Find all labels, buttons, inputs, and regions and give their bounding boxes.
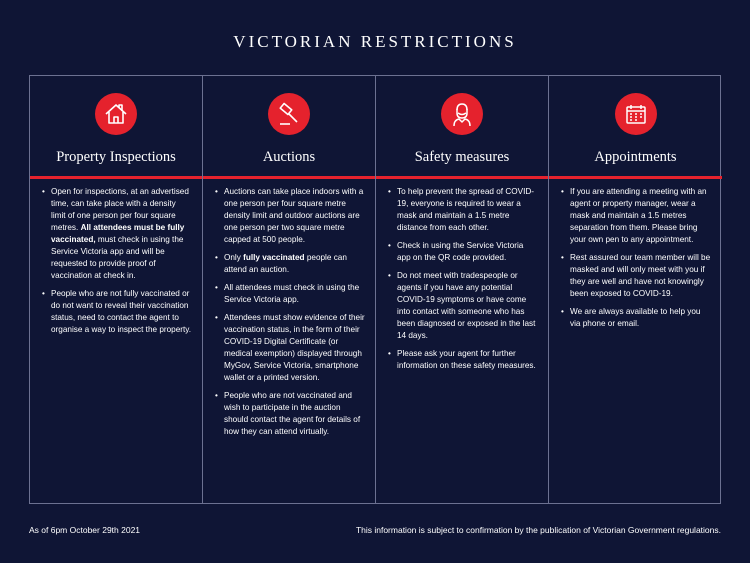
person-mask-icon xyxy=(441,93,483,135)
column-title: Auctions xyxy=(262,149,316,165)
bullet-text: Auctions can take place indoors with a one person per four square metre density limit and outdoor auctions are one person per two square metre capped at 500 people. xyxy=(224,187,364,244)
column-title: Safety measures xyxy=(414,149,510,165)
bullet-text: We are always available to help you via phone or email. xyxy=(570,307,701,328)
column-header xyxy=(30,76,202,176)
bullet-text: If you are attending a meeting with an agent or property manager, wear a mask and maintain a 1.5 metres separation from them. Please bring your own pen to any appointment. xyxy=(570,187,707,244)
bullet-item xyxy=(388,186,538,234)
red-divider xyxy=(549,176,722,179)
bullet-text: Please ask your agent for further information on these safety measures. xyxy=(397,349,536,370)
bullet-item xyxy=(388,240,538,264)
bullet-item xyxy=(561,252,712,300)
red-divider xyxy=(376,176,548,179)
bullet-text-bold: All attendees must be fully vaccinated, xyxy=(51,223,185,244)
bullet-text: People who are not vaccinated and wish to participate in the auction should contact the agent for details of how they can attend virtually. xyxy=(224,391,361,436)
column-property-inspections xyxy=(30,76,203,503)
red-divider xyxy=(30,176,202,179)
bullet-item xyxy=(561,306,712,330)
bullet-list xyxy=(388,186,538,378)
bullet-list xyxy=(42,186,192,342)
bullet-text-bold: fully vaccinated xyxy=(243,253,305,262)
bullet-list xyxy=(561,186,712,336)
column-header xyxy=(549,76,722,176)
column-header xyxy=(376,76,548,176)
footer-date: As of 6pm October 29th 2021 xyxy=(29,525,141,535)
bullet-text: Open for inspections, at an advertised time, can take place with a density limit of one person per four square metres. xyxy=(51,187,189,232)
bullet-item xyxy=(388,348,538,372)
column-auctions xyxy=(203,76,376,503)
house-icon xyxy=(95,93,137,135)
bullet-text: All attendees must check in using the Service Victoria app. xyxy=(224,283,360,304)
bullet-text: To help prevent the spread of COVID-19, everyone is required to wear a mask and maintain a 1.5 metre distance from each other. xyxy=(397,187,534,232)
bullet-text: Do not meet with tradespeople or agents if you have any potential COVID-19 symptoms or have come into contact with someone who has been diagnosed or exposed in the last 14 days. xyxy=(397,271,536,340)
bullet-item xyxy=(42,288,192,336)
bullet-item xyxy=(215,252,365,276)
bullet-text: Rest assured our team member will be masked and will only meet with you if they are well and have not knowingly been exposed to COVID-19. xyxy=(570,253,711,298)
column-header xyxy=(203,76,375,176)
bullet-text: Check in using the Service Victoria app on the QR code provided. xyxy=(397,241,524,262)
column-title: Property Inspections xyxy=(56,149,176,165)
column-appointments xyxy=(549,76,722,503)
bullet-item xyxy=(215,390,365,438)
bullet-item xyxy=(388,270,538,342)
restrictions-grid xyxy=(29,75,721,504)
bullet-item xyxy=(215,282,365,306)
calendar-icon xyxy=(615,93,657,135)
column-safety-measures xyxy=(376,76,549,503)
red-divider xyxy=(203,176,375,179)
bullet-item xyxy=(215,312,365,384)
bullet-list xyxy=(215,186,365,444)
bullet-item xyxy=(215,186,365,246)
gavel-icon xyxy=(268,93,310,135)
bullet-item xyxy=(42,186,192,282)
bullet-item xyxy=(561,186,712,246)
column-title: Appointments xyxy=(594,149,677,165)
footer-disclaimer: This information is subject to confirmation by the publication of Victorian Government regulations. xyxy=(355,525,721,535)
bullet-text: people can attend an auction. xyxy=(224,253,347,274)
bullet-text: Attendees must show evidence of their vaccination status, in the form of their COVID-19 Digital Certificate (or medical exemption) displayed through MyGov, Service Victoria, smartphone wallet or a printed version. xyxy=(224,313,365,382)
bullet-text: People who are not fully vaccinated or do not want to reveal their vaccination status, need to contact the agent to organise a way to inspect the property. xyxy=(51,289,192,334)
bullet-text: must check in using the Service Victoria app and will be requested to provide proof of vaccination at check in. xyxy=(51,235,184,280)
page-title: VICTORIAN RESTRICTIONS xyxy=(233,32,517,51)
bullet-text: Only xyxy=(224,253,244,262)
